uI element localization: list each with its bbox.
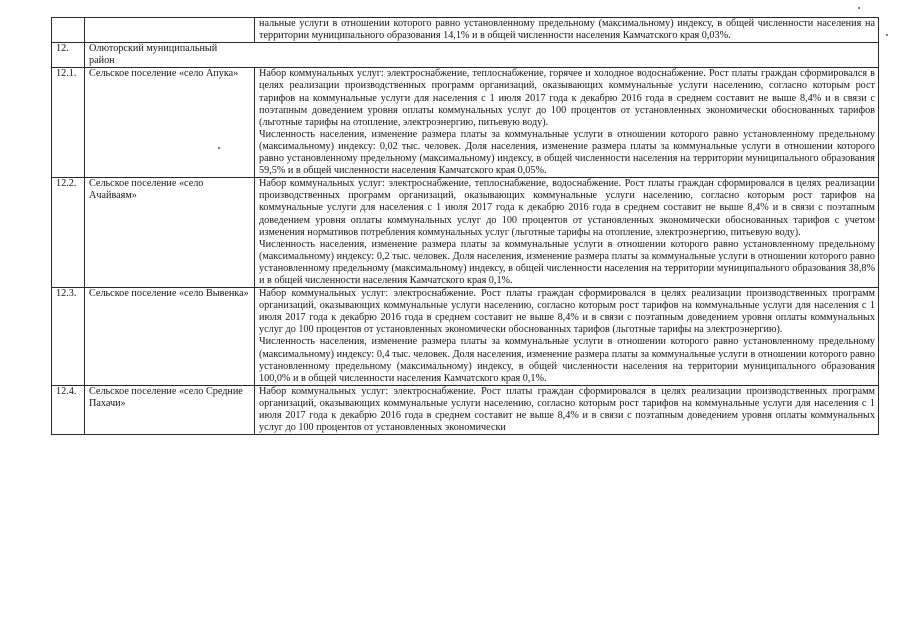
scan-speck — [858, 7, 860, 9]
description-paragraph: Набор коммунальных услуг: электроснабжение. Рост платы граждан сформировался в целях реализации производственных программ организаций, оказывающих коммунальные услуги населению, согласно которым рост тарифов на коммунальные услуги для населения с 1 июля 2017 года к декабрю 2016 года в среднем составит не выше 8,4% и в связи с поэтапным доведением уровня оплаты коммунальных услуг до 100 процентов от установленных экономически — [259, 385, 875, 434]
row-description — [255, 288, 879, 386]
tariff-table — [51, 17, 879, 435]
row-number: 12. — [52, 43, 85, 68]
row-description — [255, 18, 879, 43]
settlement-name: Сельское поселение «село Средние Пахачи» — [85, 385, 255, 434]
row-description — [255, 385, 879, 434]
table-row — [52, 43, 879, 68]
row-description — [255, 68, 879, 178]
description-paragraph: Набор коммунальных услуг: электроснабжение, теплоснабжение, водоснабжение. Рост платы граждан сформировался в целях реализации производственных программ организаций, оказывающих коммунальные услуги населению, согласно которым рост тарифов на коммунальные услуги для населения с 1 июля 2017 года к декабрю 2016 года в среднем составит не выше 8,4% и в связи с поэтапным доведением уровня оплаты коммунальных услуг до 100 процентов от установленных экономически обоснованных тарифов с учетом изменения нормативов потребления коммунальных услуг (льготные тарифы на отопление, электроэнергию, питьевую воду). — [259, 178, 875, 238]
description-paragraph: Численность населения, изменение размера платы за коммунальные услуги в отношении которого равно установленному предельному (максимальному) индексу: 0,2 тыс. человек. Доля населения, изменение размера платы за коммунальные услуги в отношении которого равно установленному предельному (максимальному) индексу, в общей численности населения на территории муниципального образования 38,8% и в общей численности населения Камчатского края 0,1%. — [259, 238, 875, 286]
row-number: 12.4. — [52, 385, 85, 434]
table-row — [52, 288, 879, 386]
scan-speck — [218, 147, 220, 149]
row-number: 12.1. — [52, 68, 85, 178]
row-number: 12.3. — [52, 288, 85, 386]
description-paragraph: нальные услуги в отношении которого равно установленному предельному (максимальному) индексу, в общей численности населения на территории муниципального образования 14,1% и в общей численности населения Камчатского края 0,03%. — [259, 18, 875, 42]
row-number — [52, 18, 85, 43]
row-number: 12.2. — [52, 178, 85, 288]
settlement-name — [85, 18, 255, 43]
table-row — [52, 385, 879, 434]
table-row — [52, 68, 879, 178]
description-paragraph: Численность населения, изменение размера платы за коммунальные услуги в отношении которого равно установленному предельному (максимальному) индексу: 0,4 тыс. человек. Доля населения, изменение размера платы за коммунальные услуги в отношении которого равно установленному предельному (максимальному) индексу, в общей численности населения на территории муниципального образования 100,0% и в общей численности населения Камчатского края 0,1%. — [259, 336, 875, 384]
scan-speck — [886, 34, 888, 36]
description-paragraph: Численность населения, изменение размера платы за коммунальные услуги в отношении которого равно установленному предельному (максимальному) индексу: 0,02 тыс. человек. Доля населения, изменение размера платы за коммунальные услуги в отношении которого равно установленному предельному (максимальному) индексу, в общей численности населения на территории муниципального образования 59,5% и в общей численности населения Камчатского края 0,05%. — [259, 128, 875, 177]
settlement-name: Сельское поселение «село Ачайваям» — [85, 178, 255, 288]
table-row — [52, 18, 879, 43]
settlement-name: Сельское поселение «село Вывенка» — [85, 288, 255, 386]
description-paragraph: Набор коммунальных услуг: электроснабжение. Рост платы граждан сформировался в целях реализации производственных программ организаций, оказывающих коммунальные услуги населению, согласно которым рост тарифов на коммунальные услуги для населения с 1 июля 2017 года к декабрю 2016 года в среднем составит не выше 8,4% и в связи с поэтапным доведением уровня оплаты коммунальных услуг до 100 процентов от установленных экономически обоснованных тарифов (льготные тарифы на электроэнергию). — [259, 288, 875, 336]
row-description — [255, 178, 879, 288]
district-name: Олюторский муниципальный район — [85, 43, 879, 68]
description-paragraph: Набор коммунальных услуг: электроснабжение, теплоснабжение, горячее и холодное водоснабжение. Рост платы граждан сформировался в целях реализации производственных программ организаций, оказывающих коммунальные услуги населению, согласно которым рост тарифов на коммунальные услуги для населения с 1 июля 2017 года к декабрю 2016 года в среднем составит не выше 8,4% и в связи с поэтапным доведением уровня оплаты коммунальных услуг до 100 процентов от установленных экономически обоснованных тарифов (льготные тарифы на отопление, электроэнергию, питьевую воду). — [259, 68, 875, 128]
settlement-name: Сельское поселение «село Апука» — [85, 68, 255, 178]
table-row — [52, 178, 879, 288]
table-body — [52, 18, 879, 435]
